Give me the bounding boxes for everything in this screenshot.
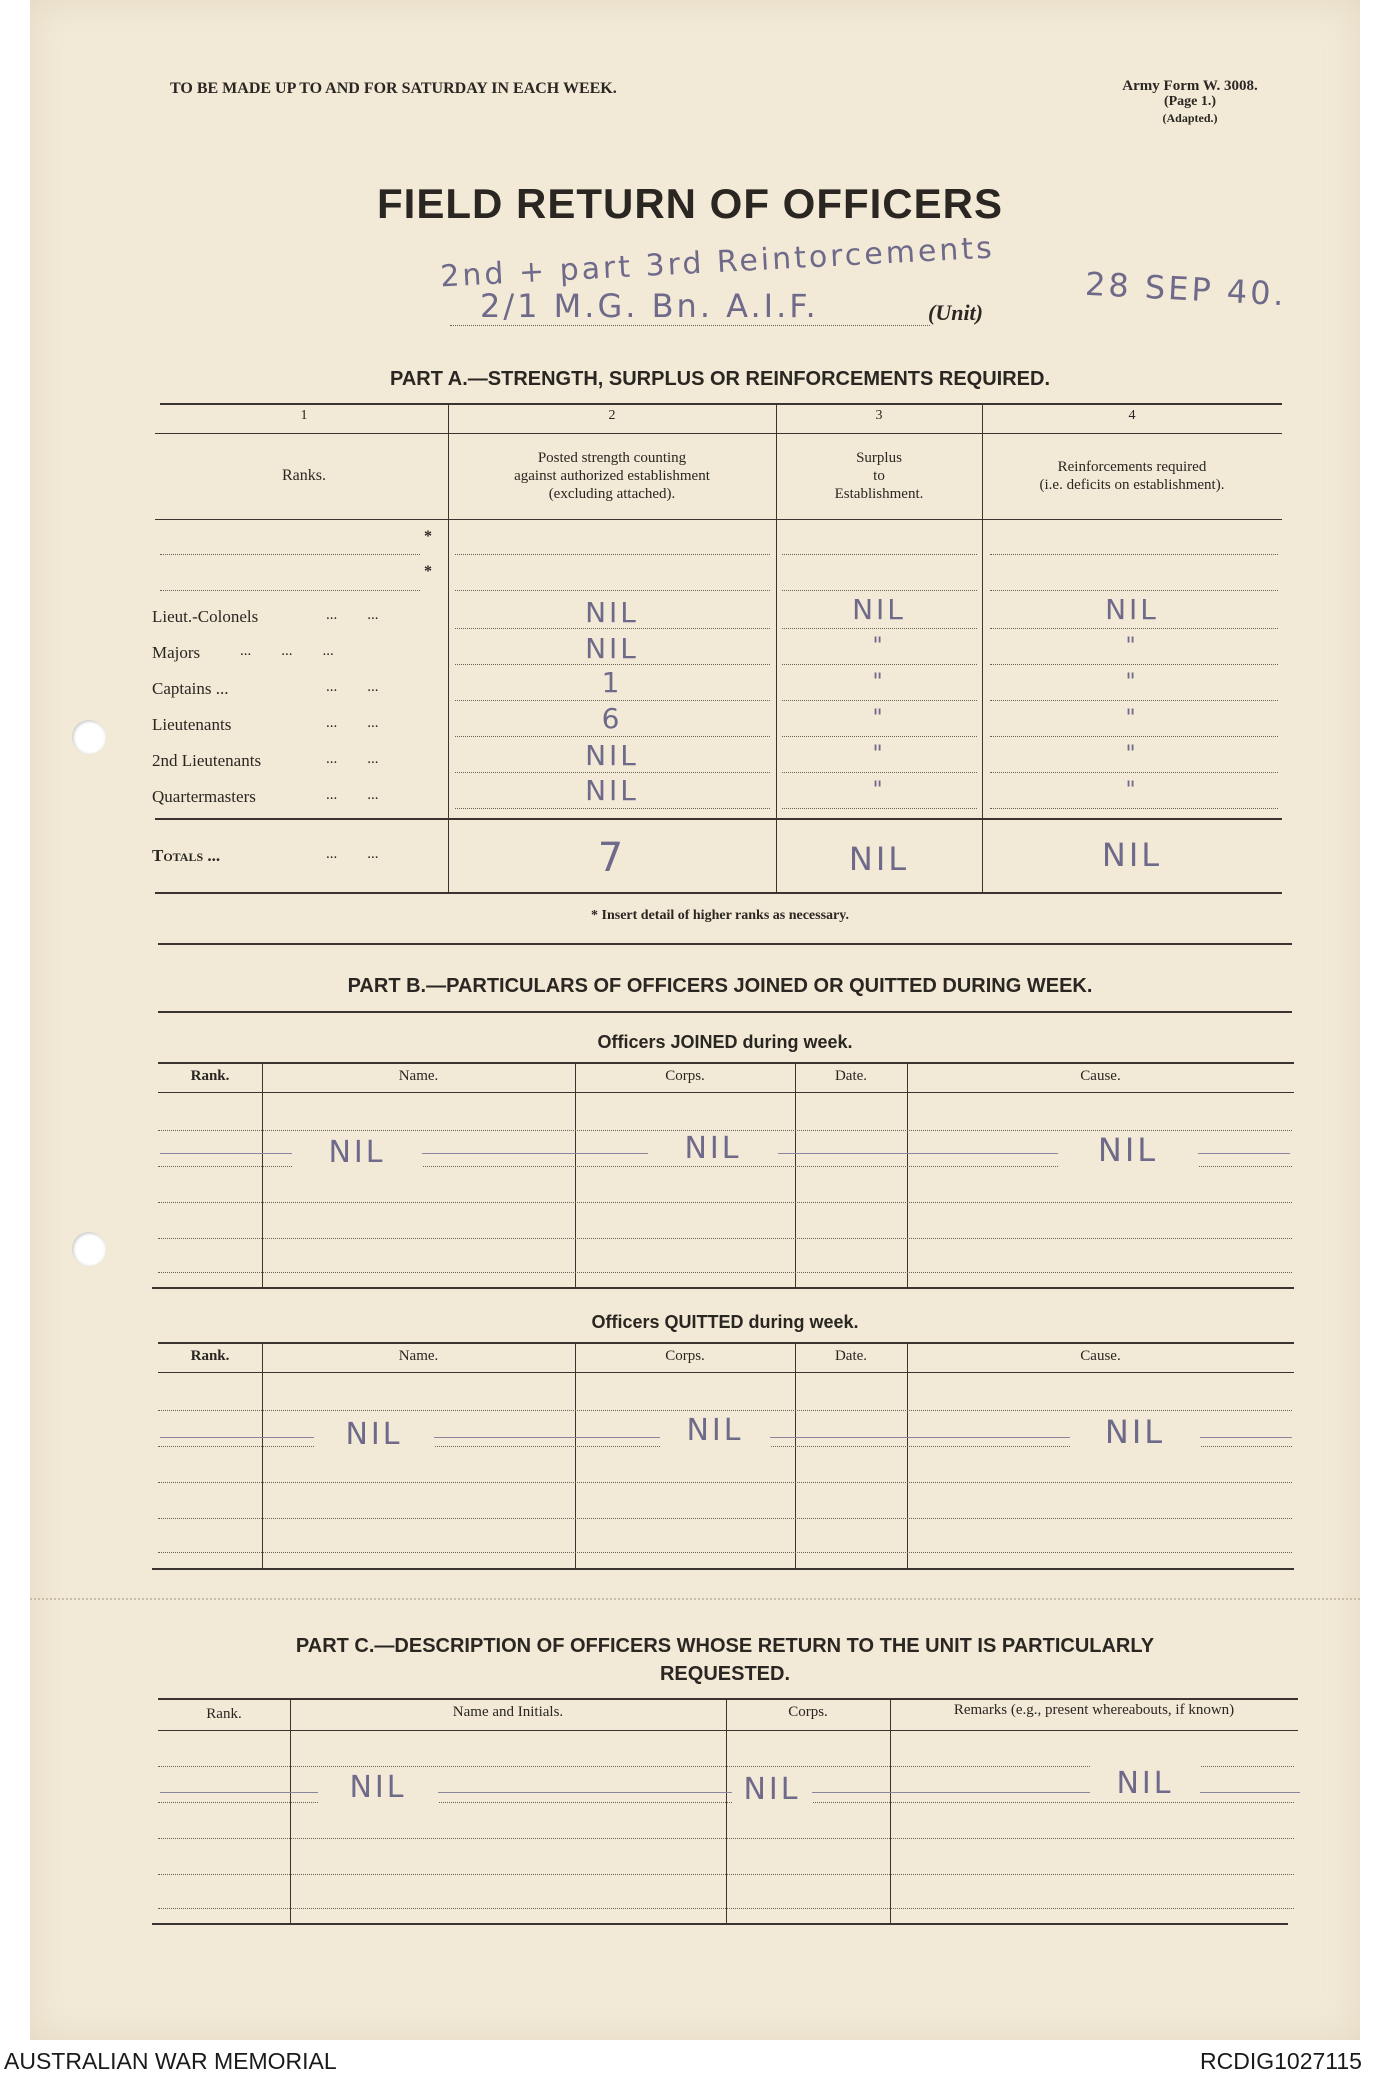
rank-label: Captains ...: [152, 679, 229, 698]
joined-col-name: Name.: [398, 1068, 439, 1084]
row-sep: [990, 736, 1278, 737]
header-instruction: TO BE MADE UP TO AND FOR SATURDAY IN EACH WEEK.: [170, 80, 617, 97]
quitted-col-date: Date.: [834, 1348, 868, 1364]
quitted-vline-1: [262, 1342, 263, 1568]
punch-hole-bottom: [72, 1232, 106, 1266]
joined-corps-nil: NIL: [648, 1131, 778, 1166]
part-a-bottom-rule: [155, 892, 1282, 894]
rank-label: Quartermasters: [152, 787, 256, 806]
part-c-heading-line2: REQUESTED.: [659, 1663, 791, 1685]
part-a-top-rule: [160, 403, 1282, 405]
totals-surplus: NIL: [848, 840, 910, 878]
part-b-top-rule: [158, 1011, 1292, 1013]
row-sep: [990, 700, 1278, 701]
quitted-vline-2: [575, 1342, 576, 1568]
part-c-header-rule: [158, 1730, 1298, 1731]
return-date: 28 SEP 40.: [1084, 264, 1288, 314]
posted-header-line1: Posted strength counting: [537, 450, 687, 466]
quitted-name-nil: NIL: [314, 1417, 434, 1452]
quitted-vline-3: [795, 1342, 796, 1568]
surplus-header-line3: Establishment.: [834, 486, 924, 502]
row-sep: [455, 736, 770, 737]
joined-col-cause: Cause.: [1080, 1068, 1121, 1084]
col-header-posted: [448, 449, 776, 503]
row-sep: [782, 736, 977, 737]
part-c-col-corps: Corps.: [788, 1704, 828, 1720]
part-c-row-line: [158, 1838, 1294, 1839]
rank-label: Lieutenants: [152, 715, 232, 734]
part-c-col-rank: Rank.: [206, 1706, 242, 1722]
posted-value: 1: [601, 666, 623, 699]
quitted-cause-nil: NIL: [1070, 1413, 1200, 1451]
quitted-row-line: [158, 1482, 1292, 1483]
posted-value: NIL: [585, 632, 639, 665]
col-header-ranks: Ranks.: [282, 467, 326, 484]
row-sep: [455, 700, 770, 701]
col-number-1: 1: [300, 408, 308, 423]
joined-top-rule: [158, 1062, 1294, 1064]
part-c-bottom-rule: [152, 1923, 1288, 1925]
rank-leader-dots: ... ...: [326, 751, 379, 767]
joined-header-rule: [158, 1092, 1294, 1093]
row-sep: [455, 808, 770, 809]
reinf-header-line2: (i.e. deficits on establishment).: [1039, 477, 1225, 493]
surplus-header-line2: to: [873, 468, 885, 484]
part-c-vline-2: [726, 1698, 727, 1923]
joined-col-date: Date.: [834, 1068, 868, 1084]
part-a-header-rule: [155, 519, 1282, 520]
reinf-header-line1: Reinforcements required: [1057, 459, 1207, 475]
row-sep: [455, 664, 770, 665]
perforation-line: [30, 1598, 1360, 1600]
part-c-col-name: Name and Initials.: [452, 1704, 564, 1720]
quitted-corps-nil: NIL: [660, 1413, 770, 1448]
row-sep: [455, 628, 770, 629]
quitted-header-rule: [158, 1372, 1294, 1373]
surplus-header-line1: Surplus: [856, 450, 902, 466]
totals-reinforcements: NIL: [1101, 836, 1163, 874]
posted-value: 6: [601, 702, 623, 735]
reinforcements-value: ": [1125, 670, 1139, 695]
part-a-heading: PART A.—STRENGTH, SURPLUS OR REINFORCEMENTS REQUIRED.: [389, 368, 1051, 390]
joined-bottom-rule: [152, 1287, 1294, 1289]
col-header-reinforcements: [982, 458, 1282, 494]
part-a-colnum-rule: [155, 433, 1282, 434]
part-c-row-line: [158, 1908, 1294, 1909]
blank-row-dots-6: [782, 590, 977, 591]
surplus-value: ": [872, 778, 886, 803]
part-c-corps-nil: NIL: [732, 1772, 812, 1807]
reinforcements-value: ": [1125, 742, 1139, 767]
surplus-value: ": [872, 634, 886, 659]
rank-leader-dots: ... ... ...: [240, 643, 334, 659]
posted-value: NIL: [585, 739, 639, 772]
quitted-heading: Officers QUITTED during week.: [591, 1312, 859, 1332]
blank-row-mark-1: *: [424, 528, 432, 545]
blank-row-dots-1: [160, 554, 420, 555]
part-c-remarks-nil: NIL: [1090, 1766, 1200, 1801]
unit-dotted-line: [450, 325, 930, 326]
punch-hole-top: [72, 720, 106, 754]
rank-leader-dots: ... ...: [326, 787, 379, 803]
joined-row-line: [158, 1272, 1292, 1273]
col-number-2: 2: [608, 408, 616, 423]
row-sep: [990, 628, 1278, 629]
posted-value: NIL: [585, 596, 639, 629]
row-sep: [455, 772, 770, 773]
part-c-vline-3: [890, 1698, 891, 1923]
joined-row-line: [158, 1238, 1292, 1239]
joined-row-line: [158, 1202, 1292, 1203]
unit-handwritten-line1: 2nd + part 3rd Reintorcements: [439, 230, 996, 295]
blank-row-dots-3: [455, 554, 770, 555]
quitted-col-name: Name.: [398, 1348, 439, 1364]
blank-row-dots-7: [990, 554, 1278, 555]
unit-handwritten-line2: 2/1 M.G. Bn. A.I.F.: [480, 287, 819, 325]
quitted-vline-4: [907, 1342, 908, 1568]
surplus-value: NIL: [852, 593, 906, 626]
joined-vline-3: [795, 1062, 796, 1287]
blank-row-mark-2: *: [424, 563, 432, 580]
surplus-value: ": [872, 742, 886, 767]
blank-row-dots-8: [990, 590, 1278, 591]
surplus-value: ": [872, 670, 886, 695]
part-a-end-rule: [158, 943, 1292, 945]
joined-col-rank: Rank.: [190, 1068, 230, 1084]
totals-label: Totals ...: [152, 846, 221, 865]
part-b-heading: PART B.—PARTICULARS OF OFFICERS JOINED OR QUITTED DURING WEEK.: [347, 975, 1093, 997]
joined-cause-nil: NIL: [1058, 1131, 1198, 1169]
part-c-heading-line1: PART C.—DESCRIPTION OF OFFICERS WHOSE RETURN TO THE UNIT IS PARTICULARLY: [295, 1635, 1155, 1657]
footer-institution: AUSTRALIAN WAR MEMORIAL: [4, 2048, 337, 2074]
posted-header-line3: (excluding attached).: [548, 486, 676, 502]
surplus-value: ": [872, 706, 886, 731]
row-sep: [990, 772, 1278, 773]
page-number: (Page 1.): [1163, 94, 1217, 109]
part-a-totals-rule: [155, 818, 1282, 820]
col-header-surplus: [776, 449, 982, 503]
reinforcements-value: NIL: [1105, 593, 1159, 626]
rank-leader-dots: ... ...: [326, 715, 379, 731]
part-c-name-nil: NIL: [318, 1770, 438, 1805]
part-c-row-line: [158, 1874, 1294, 1875]
quitted-top-rule: [158, 1342, 1294, 1344]
part-c-vline-1: [290, 1698, 291, 1923]
reinforcements-value: ": [1125, 634, 1139, 659]
quitted-col-corps: Corps.: [665, 1348, 705, 1364]
joined-name-nil: NIL: [292, 1135, 422, 1170]
blank-row-dots-5: [782, 554, 977, 555]
col-number-4: 4: [1128, 408, 1136, 423]
row-sep: [782, 700, 977, 701]
row-sep: [782, 664, 977, 665]
row-sep: [782, 772, 977, 773]
rank-label: Lieut.-Colonels: [152, 607, 259, 626]
quitted-col-rank: Rank.: [190, 1348, 230, 1364]
blank-row-dots-2: [160, 590, 420, 591]
part-c-col-remarks: Remarks (e.g., present whereabouts, if known): [953, 1702, 1235, 1718]
footer-record-id: RCDIG1027115: [1200, 2048, 1362, 2074]
unit-label: (Unit): [928, 300, 983, 325]
quitted-row-line: [158, 1410, 1292, 1411]
adapted-note: (Adapted.): [1162, 111, 1218, 125]
totals-leader-dots: ... ...: [326, 846, 379, 862]
form-number-block: [1090, 78, 1290, 126]
joined-col-corps: Corps.: [665, 1068, 705, 1084]
quitted-bottom-rule: [152, 1568, 1294, 1570]
quitted-row-line: [158, 1552, 1292, 1553]
row-sep: [990, 808, 1278, 809]
col-number-3: 3: [875, 408, 883, 423]
part-a-footnote: * Insert detail of higher ranks as necessary.: [591, 908, 849, 923]
reinforcements-value: ": [1125, 706, 1139, 731]
part-c-top-rule: [158, 1698, 1298, 1700]
part-c-heading: [160, 1632, 1290, 1688]
posted-value: NIL: [585, 774, 639, 807]
row-sep: [990, 664, 1278, 665]
posted-header-line2: against authorized establishment: [514, 468, 710, 484]
joined-heading: Officers JOINED during week.: [597, 1032, 853, 1052]
row-sep: [782, 628, 977, 629]
joined-vline-2: [575, 1062, 576, 1287]
quitted-col-cause: Cause.: [1080, 1348, 1121, 1364]
rank-leader-dots: ... ...: [326, 679, 379, 695]
rank-label: Majors: [152, 643, 201, 662]
row-sep: [782, 808, 977, 809]
joined-vline-1: [262, 1062, 263, 1287]
quitted-row-line: [158, 1518, 1292, 1519]
reinforcements-value: ": [1125, 778, 1139, 803]
page-title: FIELD RETURN OF OFFICERS: [377, 180, 1003, 227]
rank-label: 2nd Lieutenants: [152, 751, 262, 770]
form-number: Army Form W. 3008.: [1122, 78, 1258, 94]
blank-row-dots-4: [455, 590, 770, 591]
totals-posted: 7: [597, 835, 627, 881]
rank-leader-dots: ... ...: [326, 607, 379, 623]
joined-vline-4: [907, 1062, 908, 1287]
